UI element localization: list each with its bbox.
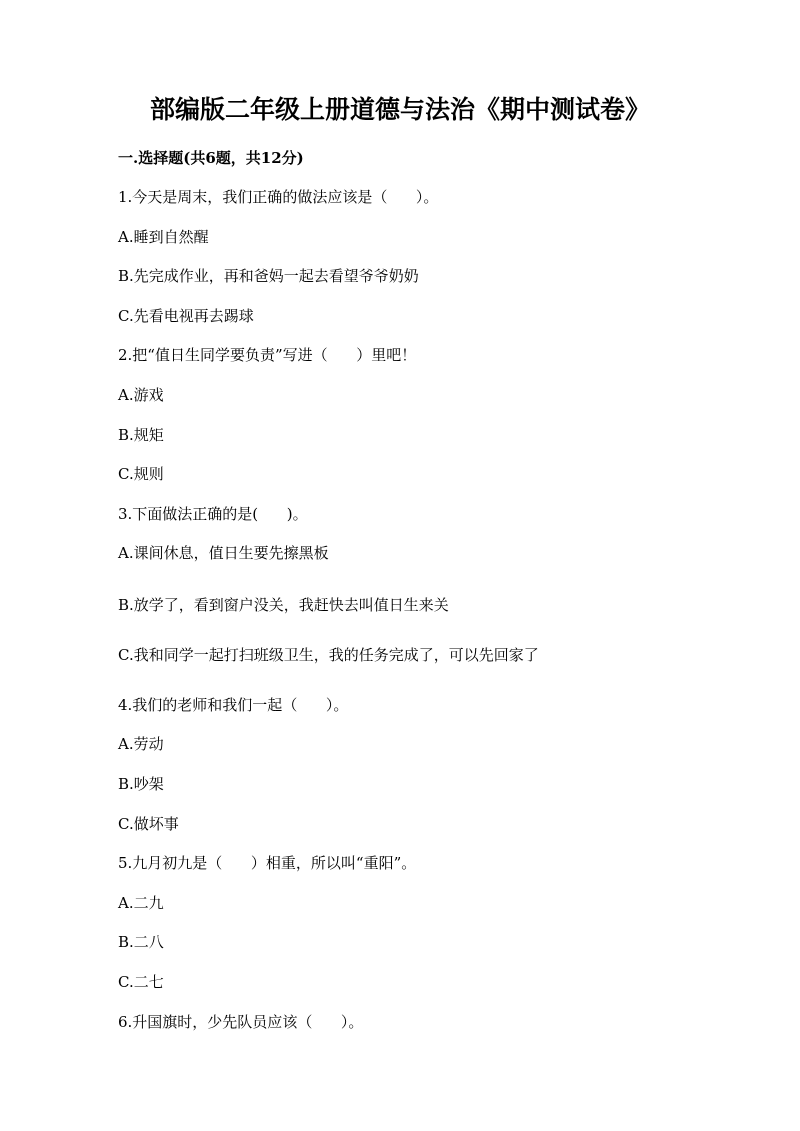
question-5-stem: 5.九月初九是（ ）相重，所以叫“重阳”。 xyxy=(118,854,417,872)
question-3-option-a: A.课间休息，值日生要先擦黑板 xyxy=(118,544,329,562)
question-2-option-c: C.规则 xyxy=(118,465,164,483)
question-5-option-a: A.二九 xyxy=(118,894,164,912)
question-1-option-c: C.先看电视再去踢球 xyxy=(118,307,254,325)
exam-title: 部编版二年级上册道德与法治《期中测试卷》 xyxy=(149,95,650,124)
question-3-option-b: B.放学了，看到窗户没关，我赶快去叫值日生来关 xyxy=(118,596,449,614)
question-5-option-b: B.二八 xyxy=(118,933,164,951)
question-3-option-c: C.我和同学一起打扫班级卫生，我的任务完成了，可以先回家了 xyxy=(118,646,539,664)
question-4-option-c: C.做坏事 xyxy=(118,815,179,833)
question-4-option-b: B.吵架 xyxy=(118,775,164,793)
question-2-option-a: A.游戏 xyxy=(118,386,164,404)
question-4-stem: 4.我们的老师和我们一起（ ）。 xyxy=(118,696,349,714)
question-3-stem: 3.下面做法正确的是( )。 xyxy=(118,505,308,523)
question-4-option-a: A.劳动 xyxy=(118,735,164,753)
section-heading: 一.选择题(共6题，共12分) xyxy=(118,149,304,167)
question-5-option-c: C.二七 xyxy=(118,973,164,991)
question-2-stem: 2.把“值日生同学要负责”写进（ ）里吧！ xyxy=(118,346,417,364)
question-2-option-b: B.规矩 xyxy=(118,426,164,444)
question-1-option-b: B.先完成作业，再和爸妈一起去看望爷爷奶奶 xyxy=(118,267,419,285)
question-6-stem: 6.升国旗时，少先队员应该（ ）。 xyxy=(118,1013,364,1031)
question-1-stem: 1.今天是周末，我们正确的做法应该是（ ）。 xyxy=(118,188,439,206)
question-1-option-a: A.睡到自然醒 xyxy=(118,228,209,246)
